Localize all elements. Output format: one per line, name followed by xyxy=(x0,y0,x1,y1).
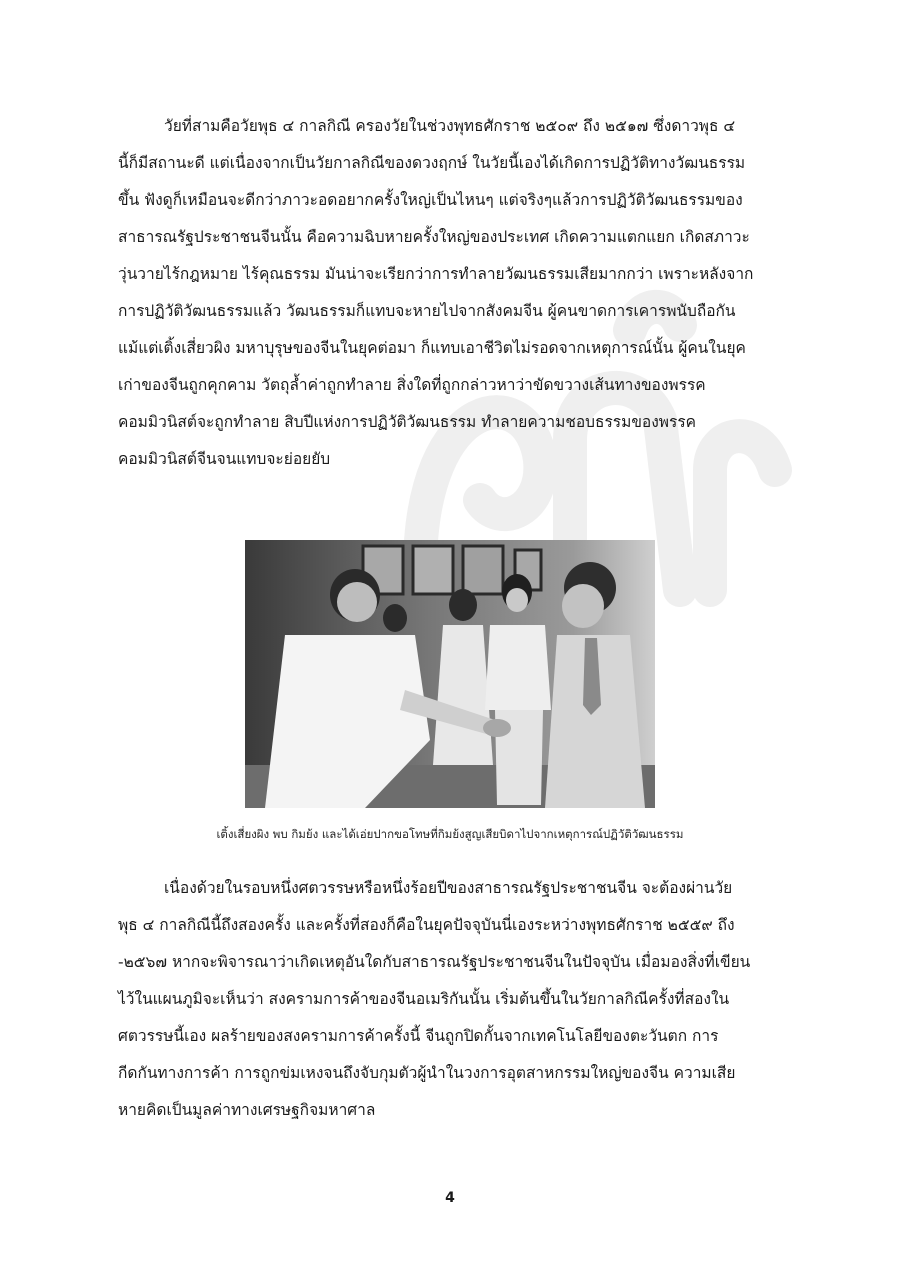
paragraph-1-line: คอมมิวนิสต์จีนจนแทบจะย่อยยับ xyxy=(118,450,331,468)
paragraph-2-line: ไว้ในแผนภูมิจะเห็นว่า สงครามการค้าของจีนอเมริกันนั้น เริ่มต้นขึ้นในวัยกาลกิณีครั้งที่สองใน xyxy=(118,990,730,1008)
paragraph-1-line: คอมมิวนิสต์จะถูกทำลาย สิบปีแห่งการปฏิวัติวัฒนธรรม ทำลายความชอบธรรมของพรรค xyxy=(118,413,697,431)
historical-photo xyxy=(245,540,655,808)
paragraph-2-line: -๒๕๖๗ หากจะพิจารณาว่าเกิดเหตุอันใดกับสาธารณรัฐประชาชนจีนในปัจจุบัน เมื่อมองสิ่งที่เขียน xyxy=(118,953,751,971)
paragraph-1-line: การปฏิวัติวัฒนธรรมแล้ว วัฒนธรรมก็แทบจะหายไปจากสังคมจีน ผู้คนขาดการเคารพนับถือกัน xyxy=(118,302,736,320)
paragraph-1-line: แม้แต่เติ้งเสี่ยวผิง มหาบุรุษของจีนในยุคต่อมา ก็แทบเอาชีวิตไม่รอดจากเหตุการณ์นั้น ผู้คนในยุค xyxy=(118,339,746,357)
paragraph-2-line: กีดกันทางการค้า การถูกข่มเหงจนถึงจับกุมตัวผู้นำในวงการอุตสาหกรรมใหญ่ของจีน ความเสีย xyxy=(118,1064,736,1082)
paragraph-1-line: นี้ก็มีสถานะดี แต่เนื่องจากเป็นวัยกาลกิณีของดวงฤกษ์ ในวัยนี้เองได้เกิดการปฏิวัติทางวัฒนธรรม xyxy=(118,154,746,172)
paragraph-1-line: ขึ้น ฟังดูก็เหมือนจะดีกว่าภาวะอดอยากครั้งใหญ่เป็นไหนๆ แต่จริงๆแล้วการปฏิวัติวัฒนธรรมของ xyxy=(118,191,743,209)
paragraph-2-line: หายคิดเป็นมูลค่าทางเศรษฐกิจมหาศาล xyxy=(118,1101,376,1119)
paragraph-1-line: สาธารณรัฐประชาชนจีนนั้น คือความฉิบหายครั้งใหญ่ของประเทศ เกิดความแตกแยก เกิดสภาวะ xyxy=(118,228,750,246)
paragraph-2 xyxy=(118,870,782,1129)
paragraph-2-line: ศตวรรษนี้เอง ผลร้ายของสงครามการค้าครั้งนี้ จีนถูกปิดกั้นจากเทคโนโลยีของตะวันตก การ xyxy=(118,1027,719,1045)
paragraph-1-line: เก่าของจีนถูกคุกคาม วัตถุล้ำค่าถูกทำลาย สิ่งใดที่ถูกกล่าวหาว่าขัดขวางเส้นทางของพรรค xyxy=(118,376,706,394)
figure-caption: เติ้งเสี่ยงผิง พบ กิมย้ง และได้เอ่ยปากขอโทษที่กิมย้งสูญเสียบิดาไปจากเหตุการณ์ปฏิวัติวัฒนธรรม xyxy=(216,827,684,841)
paragraph-1-line: วัยที่สามคือวัยพุธ ๔ กาลกิณี ครองวัยในช่วงพุทธศักราช ๒๕๐๙ ถึง ๒๕๑๗ ซึ่งดาวพุธ ๔ xyxy=(164,117,736,135)
page-number: 4 xyxy=(445,1190,455,1206)
paragraph-2-line: พุธ ๔ กาลกิณีนี้ถึงสองครั้ง และครั้งที่สองก็คือในยุคปัจจุบันนี่เองระหว่างพุทธศักราช ๒๕๕๙ ถึง xyxy=(118,916,735,934)
paragraph-1-line: วุ่นวายไร้กฎหมาย ไร้คุณธรรม มันน่าจะเรียกว่าการทำลายวัฒนธรรมเสียมากกว่า เพราะหลังจาก xyxy=(118,265,754,283)
paragraph-1 xyxy=(118,108,782,478)
paragraph-2-line: เนื่องด้วยในรอบหนึ่งศตวรรษหรือหนึ่งร้อยปีของสาธารณรัฐประชาชนจีน จะต้องผ่านวัย xyxy=(164,879,733,897)
